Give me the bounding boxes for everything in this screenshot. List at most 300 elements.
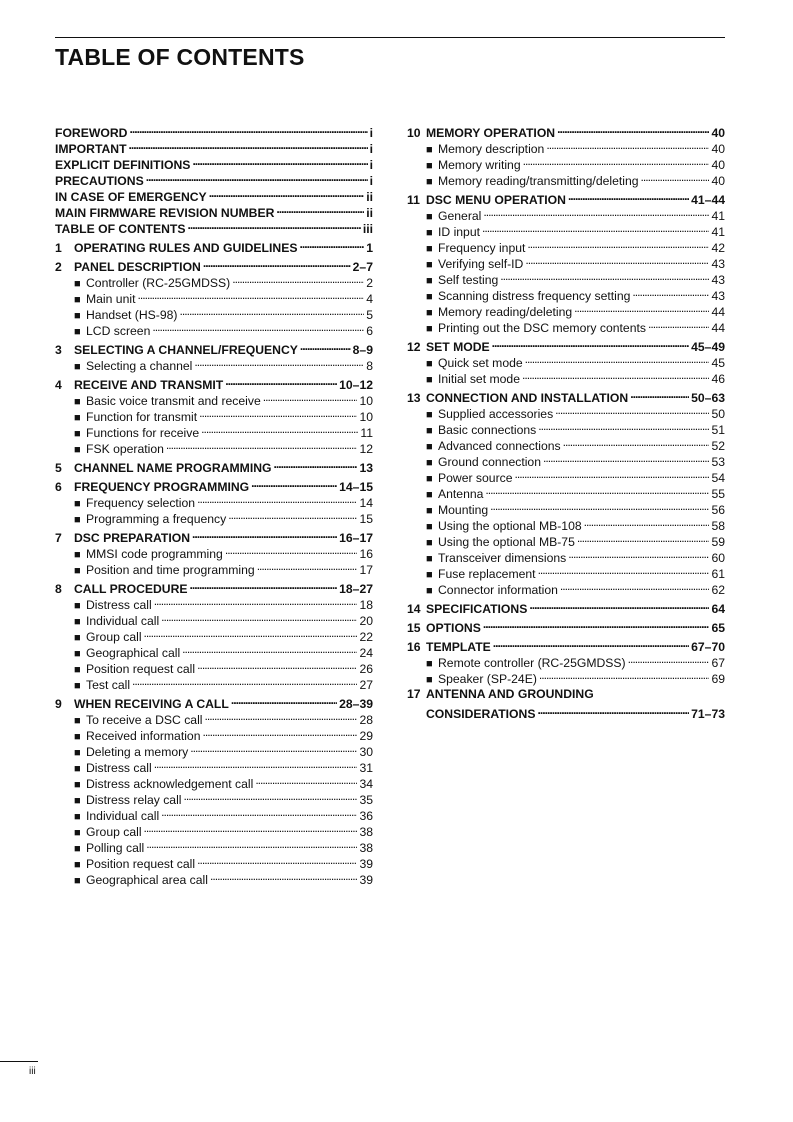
page-number: i xyxy=(369,142,373,156)
square-bullet-icon: ■ xyxy=(74,600,81,612)
square-bullet-icon: ■ xyxy=(74,428,81,440)
square-bullet-icon: ■ xyxy=(74,747,81,759)
toc-chapter[interactable] xyxy=(407,616,725,635)
square-bullet-icon: ■ xyxy=(426,259,433,271)
entry-label: Frequency input xyxy=(438,241,526,255)
entry-label: FSK operation xyxy=(86,442,164,456)
dot-leader xyxy=(161,609,357,625)
square-bullet-icon: ■ xyxy=(74,779,81,791)
page-number: 41 xyxy=(711,225,725,239)
toc-chapter[interactable] xyxy=(55,373,373,392)
toc-entry[interactable] xyxy=(55,121,373,140)
entry-label: Geographical call xyxy=(86,646,181,660)
square-bullet-icon: ■ xyxy=(74,827,81,839)
page-number: 46 xyxy=(711,372,725,386)
entry-label: EXPLICIT DEFINITIONS xyxy=(55,158,191,172)
square-bullet-icon: ■ xyxy=(74,731,81,743)
entry-label: IMPORTANT xyxy=(55,142,127,156)
square-bullet-icon: ■ xyxy=(74,396,81,408)
dot-leader xyxy=(192,153,367,169)
page-number: 18–27 xyxy=(339,582,373,596)
page-number: 16 xyxy=(359,547,373,561)
page-number: 59 xyxy=(711,535,725,549)
page-number: 40 xyxy=(711,126,725,140)
dot-leader xyxy=(257,558,358,574)
square-bullet-icon: ■ xyxy=(426,537,433,549)
entry-label: Memory writing xyxy=(438,158,521,172)
entry-label: FREQUENCY PROGRAMMING xyxy=(74,480,250,494)
page-number: 61 xyxy=(711,567,725,581)
entry-label: MMSI code programming xyxy=(86,547,223,561)
dot-leader xyxy=(543,450,709,466)
toc-chapter[interactable] xyxy=(407,597,725,616)
entry-label: ID input xyxy=(438,225,481,239)
entry-label: Individual call xyxy=(86,809,160,823)
square-bullet-icon: ■ xyxy=(426,674,433,686)
entry-label: RECEIVE AND TRANSMIT xyxy=(74,378,224,392)
square-bullet-icon: ■ xyxy=(74,361,81,373)
dot-leader xyxy=(152,319,364,335)
entry-label: TABLE OF CONTENTS xyxy=(55,222,186,236)
page-number: 40 xyxy=(711,142,725,156)
chapter-number: 8 xyxy=(55,582,62,596)
dot-leader xyxy=(255,772,357,788)
square-bullet-icon: ■ xyxy=(426,425,433,437)
page-number: 17 xyxy=(359,563,373,577)
dot-leader xyxy=(146,836,357,852)
page-number: 51 xyxy=(711,423,725,437)
dot-leader xyxy=(182,641,357,657)
dot-leader xyxy=(192,526,337,542)
entry-label: FOREWORD xyxy=(55,126,128,140)
entry-label: Scanning distress frequency setting xyxy=(438,289,631,303)
entry-label: ANTENNA AND GROUNDING xyxy=(426,687,594,701)
dot-leader xyxy=(129,121,367,137)
dot-leader xyxy=(161,804,357,820)
dot-leader xyxy=(228,507,357,523)
entry-label: IN CASE OF EMERGENCY xyxy=(55,190,207,204)
page-number: 24 xyxy=(359,646,373,660)
dot-leader xyxy=(201,421,358,437)
toc-chapter[interactable] xyxy=(55,456,373,475)
entry-label: Group call xyxy=(86,825,142,839)
page-number: 28 xyxy=(359,713,373,727)
entry-label: SELECTING A CHANNEL/FREQUENCY xyxy=(74,343,298,357)
page-number: 10–12 xyxy=(339,378,373,392)
dot-leader xyxy=(203,255,351,271)
square-bullet-icon: ■ xyxy=(426,441,433,453)
page-number: 40 xyxy=(711,174,725,188)
dot-leader xyxy=(584,514,710,530)
dot-leader xyxy=(482,220,709,236)
toc-chapter[interactable] xyxy=(407,686,725,702)
toc-chapter[interactable] xyxy=(407,188,725,207)
footer-page-number: iii xyxy=(29,1066,36,1077)
chapter-number: 4 xyxy=(55,378,62,392)
square-bullet-icon: ■ xyxy=(426,569,433,581)
square-bullet-icon: ■ xyxy=(426,658,433,670)
dot-leader xyxy=(251,475,337,491)
dot-leader xyxy=(154,593,358,609)
page-number: 8 xyxy=(366,359,373,373)
entry-label: Distress call xyxy=(86,761,152,775)
dot-leader xyxy=(641,169,710,185)
dot-leader xyxy=(190,740,357,756)
page-number: 60 xyxy=(711,551,725,565)
dot-leader xyxy=(232,271,364,287)
page-number: 38 xyxy=(359,825,373,839)
page-number: 27 xyxy=(359,678,373,692)
dot-leader xyxy=(485,482,709,498)
dot-leader xyxy=(225,373,337,389)
chapter-number: 6 xyxy=(55,480,62,494)
entry-label: Basic connections xyxy=(438,423,537,437)
page-number: 4 xyxy=(366,292,373,306)
chapter-number: 10 xyxy=(407,126,421,140)
page-number: 50 xyxy=(711,407,725,421)
dot-leader xyxy=(628,651,710,667)
page-number: 50–63 xyxy=(691,391,725,405)
dot-leader xyxy=(648,316,709,332)
chapter-number: 1 xyxy=(55,241,62,255)
page-number: i xyxy=(369,158,373,172)
toc-chapter[interactable] xyxy=(407,635,725,654)
entry-label: Memory description xyxy=(438,142,545,156)
page-number: 45 xyxy=(711,356,725,370)
entry-label: Distress call xyxy=(86,598,152,612)
entry-label: Individual call xyxy=(86,614,160,628)
entry-label: Distress relay call xyxy=(86,793,182,807)
square-bullet-icon: ■ xyxy=(426,176,433,188)
dot-leader xyxy=(154,756,358,772)
toc-chapter[interactable] xyxy=(55,475,373,494)
page-number: 52 xyxy=(711,439,725,453)
entry-label: Transceiver dimensions xyxy=(438,551,567,565)
page-number: 34 xyxy=(359,777,373,791)
dot-leader xyxy=(263,389,358,405)
dot-leader xyxy=(300,338,351,354)
dot-leader xyxy=(515,466,710,482)
dot-leader xyxy=(184,788,358,804)
square-bullet-icon: ■ xyxy=(74,294,81,306)
toc-chapter[interactable] xyxy=(407,335,725,354)
page-number: 42 xyxy=(711,241,725,255)
dot-leader xyxy=(525,252,709,268)
entry-label: LCD screen xyxy=(86,324,151,338)
page-number: 39 xyxy=(359,873,373,887)
entry-label: Function for transmit xyxy=(86,410,198,424)
square-bullet-icon: ■ xyxy=(426,307,433,319)
page-number: ii xyxy=(366,190,373,204)
entry-label: Distress acknowledgement call xyxy=(86,777,254,791)
toc-chapter[interactable] xyxy=(55,577,373,596)
dot-leader xyxy=(523,153,710,169)
entry-label: MEMORY OPERATION xyxy=(426,126,556,140)
entry-label: Verifying self-ID xyxy=(438,257,524,271)
entry-label: Quick set mode xyxy=(438,356,523,370)
square-bullet-icon: ■ xyxy=(74,514,81,526)
dot-leader xyxy=(577,530,710,546)
page-number: 16–17 xyxy=(339,531,373,545)
page-number: 71–73 xyxy=(691,707,725,721)
entry-label: Fuse replacement xyxy=(438,567,536,581)
entry-label: PANEL DESCRIPTION xyxy=(74,260,201,274)
page-number: 5 xyxy=(366,308,373,322)
page-number: 11 xyxy=(360,426,373,440)
chapter-number: 15 xyxy=(407,621,421,635)
page-number: 40 xyxy=(711,158,725,172)
dot-leader xyxy=(493,635,689,651)
page-number: 10 xyxy=(359,394,373,408)
page-number: 44 xyxy=(711,305,725,319)
square-bullet-icon: ■ xyxy=(426,521,433,533)
entry-label: Functions for receive xyxy=(86,426,200,440)
toc-left-column xyxy=(55,121,373,887)
entry-label: CONNECTION AND INSTALLATION xyxy=(426,391,629,405)
entry-label: DSC MENU OPERATION xyxy=(426,193,566,207)
square-bullet-icon: ■ xyxy=(426,291,433,303)
entry-label: Handset (HS-98) xyxy=(86,308,178,322)
page-number: 1 xyxy=(366,241,373,255)
entry-label: Deleting a memory xyxy=(86,745,189,759)
page-number: i xyxy=(369,126,373,140)
page-number: 20 xyxy=(359,614,373,628)
dot-leader xyxy=(483,616,710,632)
chapter-number: 11 xyxy=(407,193,420,207)
page-number: 13 xyxy=(359,461,373,475)
toc-chapter[interactable] xyxy=(407,702,725,721)
square-bullet-icon: ■ xyxy=(74,715,81,727)
entry-label: Main unit xyxy=(86,292,136,306)
square-bullet-icon: ■ xyxy=(74,811,81,823)
dot-leader xyxy=(144,820,358,836)
page-number: 18 xyxy=(359,598,373,612)
page-number: 44 xyxy=(711,321,725,335)
square-bullet-icon: ■ xyxy=(426,585,433,597)
entry-label: SPECIFICATIONS xyxy=(426,602,528,616)
page-number: 30 xyxy=(359,745,373,759)
dot-leader xyxy=(166,437,358,453)
toc-chapter[interactable] xyxy=(407,386,725,405)
page-number: 28–39 xyxy=(339,697,373,711)
dot-leader xyxy=(529,597,709,613)
entry-label: Self testing xyxy=(438,273,499,287)
page-number: ii xyxy=(366,206,373,220)
square-bullet-icon: ■ xyxy=(426,243,433,255)
dot-leader xyxy=(483,204,709,220)
entry-label: Position request call xyxy=(86,857,196,871)
square-bullet-icon: ■ xyxy=(74,565,81,577)
chapter-number: 16 xyxy=(407,640,421,654)
page-number: 64 xyxy=(711,602,725,616)
dot-leader xyxy=(199,405,357,421)
entry-label: PRECAUTIONS xyxy=(55,174,144,188)
entry-label: Printing out the DSC memory contents xyxy=(438,321,646,335)
dot-leader xyxy=(555,402,709,418)
page-number: 31 xyxy=(359,761,373,775)
dot-leader xyxy=(137,287,364,303)
square-bullet-icon: ■ xyxy=(74,498,81,510)
square-bullet-icon: ■ xyxy=(426,505,433,517)
square-bullet-icon: ■ xyxy=(74,795,81,807)
page-number: 14 xyxy=(359,496,373,510)
entry-label: DSC PREPARATION xyxy=(74,531,191,545)
dot-leader xyxy=(205,708,358,724)
entry-label: Initial set mode xyxy=(438,372,520,386)
toc-chapter[interactable] xyxy=(55,692,373,711)
page-number: 35 xyxy=(359,793,373,807)
entry-label: Using the optional MB-108 xyxy=(438,519,582,533)
entry-label: Advanced connections xyxy=(438,439,561,453)
entry-label: TEMPLATE xyxy=(426,640,491,654)
entry-label: Selecting a channel xyxy=(86,359,193,373)
page-number: 29 xyxy=(359,729,373,743)
dot-leader xyxy=(197,657,357,673)
entry-label: To receive a DSC call xyxy=(86,713,203,727)
dot-leader xyxy=(574,300,709,316)
entry-label: Basic voice transmit and receive xyxy=(86,394,261,408)
page-number: 2–7 xyxy=(352,260,373,274)
dot-leader xyxy=(492,335,689,351)
square-bullet-icon: ■ xyxy=(426,473,433,485)
dot-leader xyxy=(276,201,364,217)
entry-label: SET MODE xyxy=(426,340,490,354)
dot-leader xyxy=(539,667,710,683)
dot-leader xyxy=(560,578,710,594)
dot-leader xyxy=(197,852,357,868)
dot-leader xyxy=(568,546,709,562)
square-bullet-icon: ■ xyxy=(426,323,433,335)
entry-label: Polling call xyxy=(86,841,145,855)
page-number: 43 xyxy=(711,289,725,303)
entry-label: Received information xyxy=(86,729,201,743)
dot-leader xyxy=(194,354,364,370)
square-bullet-icon: ■ xyxy=(74,763,81,775)
toc-chapter[interactable] xyxy=(55,338,373,357)
entry-label: Power source xyxy=(438,471,513,485)
dot-leader xyxy=(225,542,358,558)
entry-label: CONSIDERATIONS xyxy=(426,707,536,721)
square-bullet-icon: ■ xyxy=(74,875,81,887)
dot-leader xyxy=(210,868,357,884)
page-number: 55 xyxy=(711,487,725,501)
entry-label: Geographical area call xyxy=(86,873,208,887)
toc-chapter[interactable] xyxy=(55,526,373,545)
dot-leader xyxy=(179,303,364,319)
square-bullet-icon: ■ xyxy=(426,457,433,469)
entry-label: OPTIONS xyxy=(426,621,481,635)
chapter-number: 17 xyxy=(407,687,421,701)
dot-leader xyxy=(522,367,709,383)
square-bullet-icon: ■ xyxy=(74,310,81,322)
square-bullet-icon: ■ xyxy=(74,843,81,855)
entry-label: Antenna xyxy=(438,487,484,501)
dot-leader xyxy=(538,562,710,578)
square-bullet-icon: ■ xyxy=(426,227,433,239)
square-bullet-icon: ■ xyxy=(426,409,433,421)
entry-label: OPERATING RULES AND GUIDELINES xyxy=(74,241,298,255)
dot-leader xyxy=(568,188,689,204)
page-number: 6 xyxy=(366,324,373,338)
dot-leader xyxy=(527,236,709,252)
toc-chapter[interactable] xyxy=(407,121,725,140)
page-number: 69 xyxy=(711,672,725,686)
page-number: 45–49 xyxy=(691,340,725,354)
chapter-number: 3 xyxy=(55,343,62,357)
entry-label: Frequency selection xyxy=(86,496,196,510)
entry-label: Position request call xyxy=(86,662,196,676)
square-bullet-icon: ■ xyxy=(426,358,433,370)
entry-label: MAIN FIRMWARE REVISION NUMBER xyxy=(55,206,275,220)
chapter-number: 9 xyxy=(55,697,62,711)
entry-label: Remote controller (RC-25GMDSS) xyxy=(438,656,626,670)
dot-leader xyxy=(563,434,710,450)
dot-leader xyxy=(146,169,368,185)
entry-label: Mounting xyxy=(438,503,489,517)
entry-label: Connector information xyxy=(438,583,558,597)
square-bullet-icon: ■ xyxy=(74,278,81,290)
page-number: 38 xyxy=(359,841,373,855)
dot-leader xyxy=(546,137,709,153)
page-number: 54 xyxy=(711,471,725,485)
dot-leader xyxy=(630,386,689,402)
entry-label: Supplied accessories xyxy=(438,407,554,421)
entry-label: General xyxy=(438,209,482,223)
page-number: 41–44 xyxy=(691,193,725,207)
entry-label: Memory reading/transmitting/deleting xyxy=(438,174,639,188)
entry-label: Group call xyxy=(86,630,142,644)
toc-right-column xyxy=(407,121,725,721)
page-number: 43 xyxy=(711,257,725,271)
footer-rule xyxy=(0,1061,38,1062)
dot-leader xyxy=(500,268,709,284)
square-bullet-icon: ■ xyxy=(74,680,81,692)
chapter-number: 12 xyxy=(407,340,421,354)
page-number: 62 xyxy=(711,583,725,597)
dot-leader xyxy=(144,625,358,641)
dot-leader xyxy=(190,577,338,593)
square-bullet-icon: ■ xyxy=(74,616,81,628)
entry-label: Ground connection xyxy=(438,455,541,469)
page-number: 67 xyxy=(711,656,725,670)
page-number: 65 xyxy=(711,621,725,635)
toc-chapter[interactable] xyxy=(55,255,373,274)
entry-label: CALL PROCEDURE xyxy=(74,582,188,596)
square-bullet-icon: ■ xyxy=(426,275,433,287)
page-number: 15 xyxy=(359,512,373,526)
page-number: 10 xyxy=(359,410,373,424)
toc-chapter[interactable] xyxy=(55,236,373,255)
square-bullet-icon: ■ xyxy=(74,444,81,456)
dot-leader xyxy=(273,456,357,472)
square-bullet-icon: ■ xyxy=(426,374,433,386)
entry-label: Test call xyxy=(86,678,131,692)
page-number: 41 xyxy=(711,209,725,223)
chapter-number: 2 xyxy=(55,260,62,274)
square-bullet-icon: ■ xyxy=(74,632,81,644)
square-bullet-icon: ■ xyxy=(426,211,433,223)
square-bullet-icon: ■ xyxy=(74,664,81,676)
chapter-number: 14 xyxy=(407,602,421,616)
dot-leader xyxy=(231,692,337,708)
entry-label: Memory reading/deleting xyxy=(438,305,573,319)
page-number: 12 xyxy=(359,442,373,456)
entry-label: Using the optional MB-75 xyxy=(438,535,575,549)
entry-label: Position and time programming xyxy=(86,563,255,577)
dot-leader xyxy=(538,418,709,434)
entry-label: Programming a frequency xyxy=(86,512,227,526)
page-number: 2 xyxy=(366,276,373,290)
